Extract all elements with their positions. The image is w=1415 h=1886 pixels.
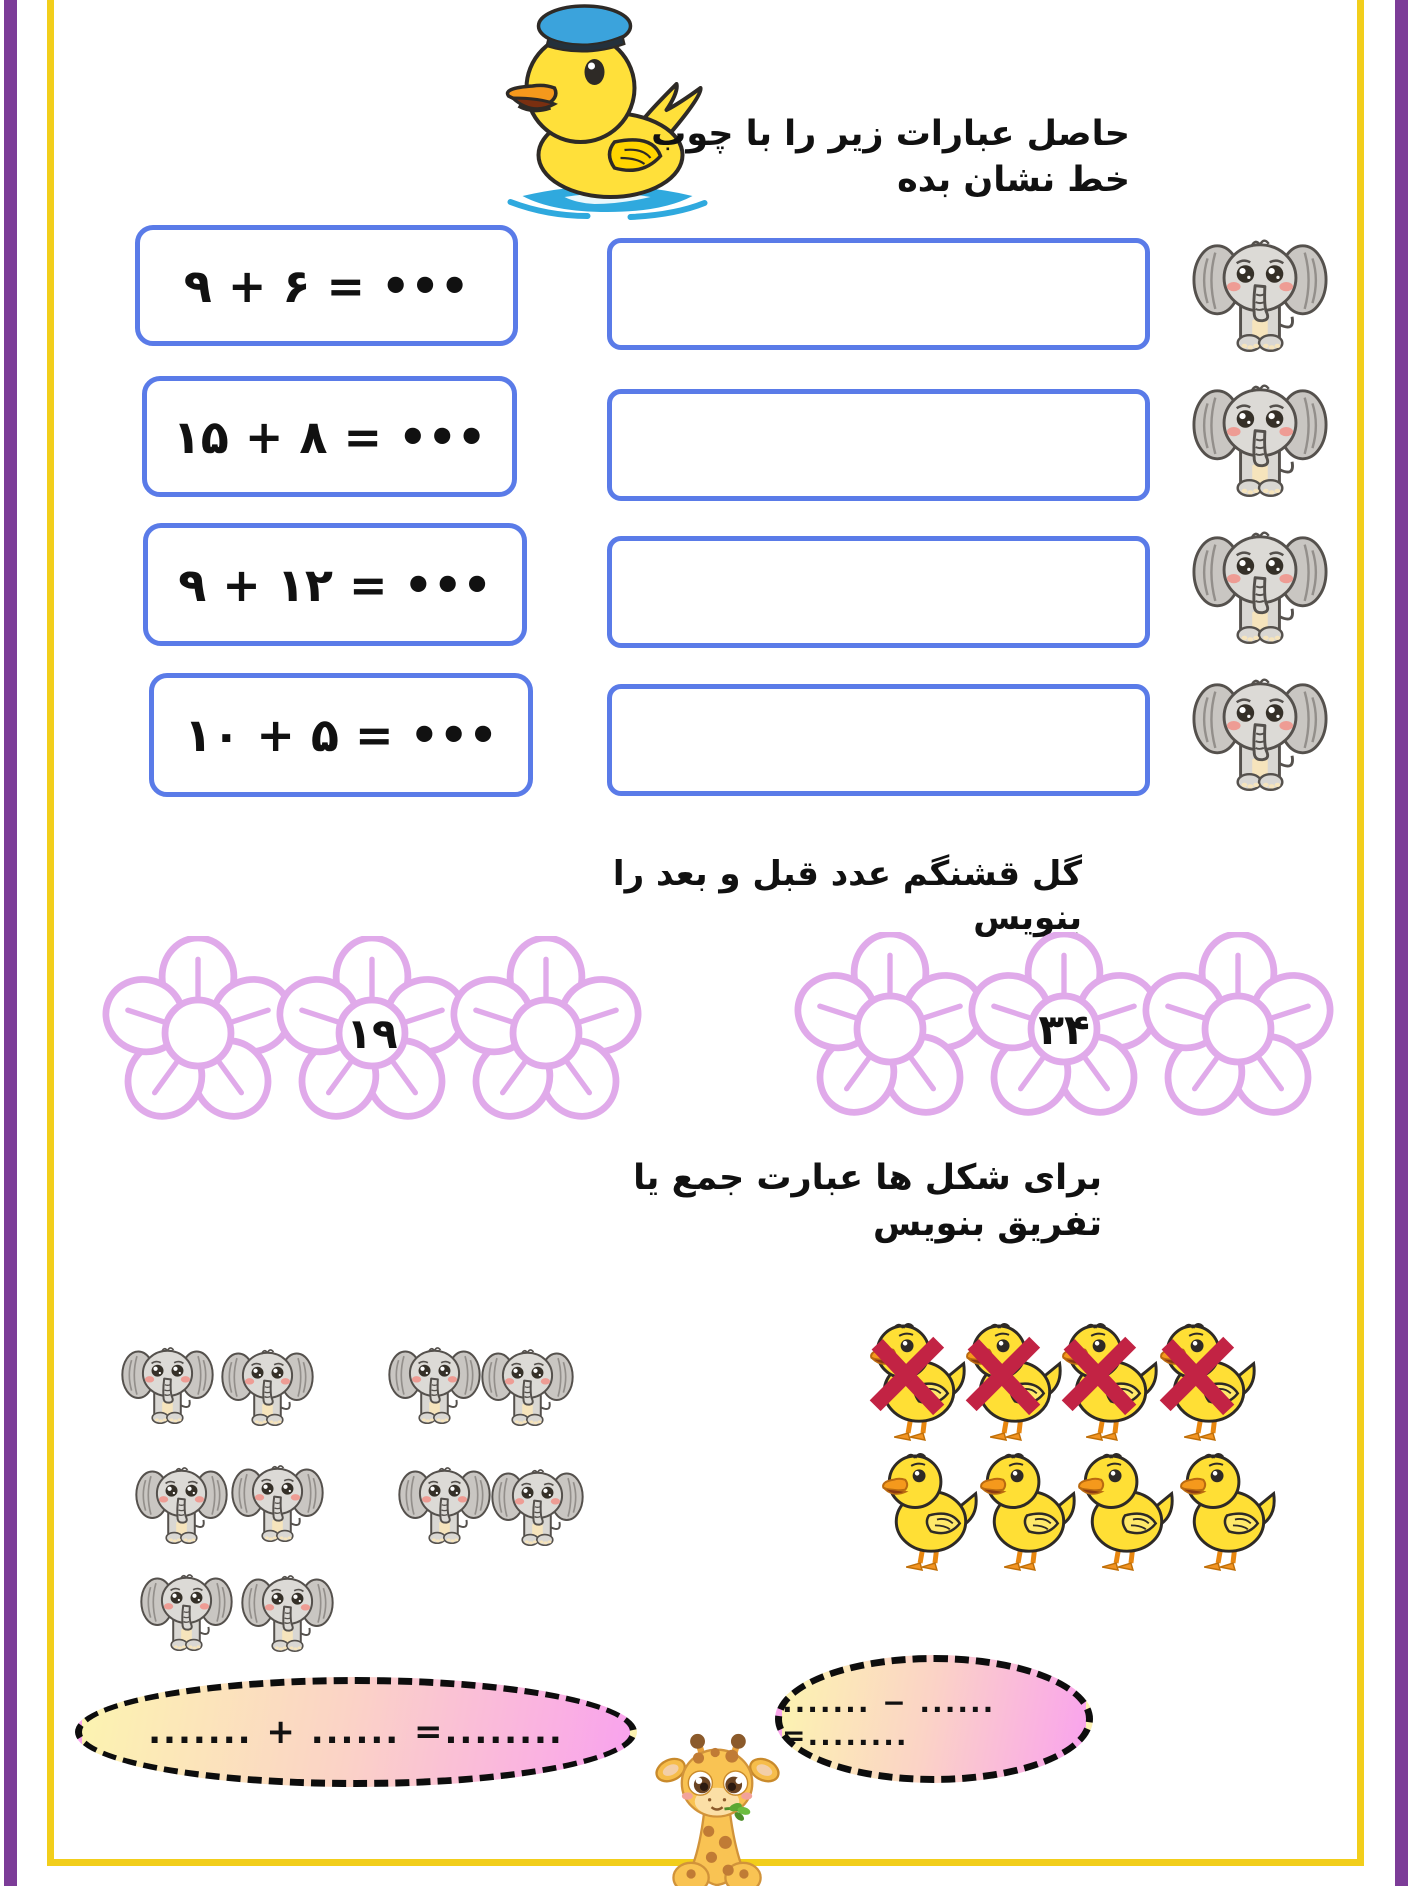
flower-icon[interactable] (101, 936, 295, 1130)
duckling-icon (1074, 1450, 1176, 1574)
flower-number-19: ۱۹ (346, 1008, 398, 1058)
tally-answer-box-2[interactable] (607, 389, 1150, 501)
flower-icon[interactable] (793, 932, 987, 1126)
elephant-icon (398, 1449, 491, 1555)
elephant-icon (241, 1557, 334, 1663)
red-cross-icon (964, 1334, 1048, 1416)
red-cross-icon (1158, 1334, 1242, 1416)
elephant-icon (221, 1331, 314, 1437)
elephant-icon (231, 1447, 324, 1553)
giraffe-icon (650, 1733, 785, 1886)
right-purple-border (1395, 0, 1408, 1886)
elephant-icon (140, 1556, 233, 1662)
shapes-section-title: برای شکل ها عبارت جمع یا تفریق بنویس (633, 1158, 1102, 1244)
elephant-icon (491, 1451, 584, 1557)
expression-box-1: ۹ + ۶ = ••• (135, 225, 518, 346)
elephant-icon (135, 1449, 228, 1555)
flower-section-title: گل قشنگم عدد قبل و بعد را بنویس (612, 854, 1082, 939)
flower-number-34: ۳۴ (1038, 1004, 1090, 1054)
elephant-icon (1192, 227, 1328, 354)
addition-blank-oval[interactable]: ....... + ...... =........ (75, 1677, 637, 1787)
red-cross-icon (868, 1334, 952, 1416)
red-cross-icon (1060, 1334, 1144, 1416)
tally-answer-box-3[interactable] (607, 536, 1150, 648)
elephant-icon (1192, 666, 1328, 793)
expression-box-2: ۱۵ + ۸ = ••• (142, 376, 517, 497)
expression-box-3: ۹ + ۱۲ = ••• (143, 523, 527, 646)
subtraction-blank-oval[interactable]: ....... − ...... =........ (775, 1655, 1093, 1783)
elephant-icon (121, 1329, 214, 1435)
expression-box-4: ۱۰ + ۵ = ••• (149, 673, 533, 797)
elephant-icon (1192, 372, 1328, 499)
tally-answer-box-4[interactable] (607, 684, 1150, 796)
duckling-icon (878, 1450, 980, 1574)
flower-icon[interactable] (449, 936, 643, 1130)
flower-icon[interactable] (1141, 932, 1335, 1126)
left-purple-border (4, 0, 17, 1886)
elephant-icon (388, 1329, 481, 1435)
duckling-icon (976, 1450, 1078, 1574)
elephant-icon (481, 1331, 574, 1437)
elephant-icon (1192, 519, 1328, 646)
tally-answer-box-1[interactable] (607, 238, 1150, 350)
tally-section-title: حاصل عبارات زیر را با چوب خط نشان بده (651, 114, 1130, 200)
duckling-icon (1176, 1450, 1278, 1574)
